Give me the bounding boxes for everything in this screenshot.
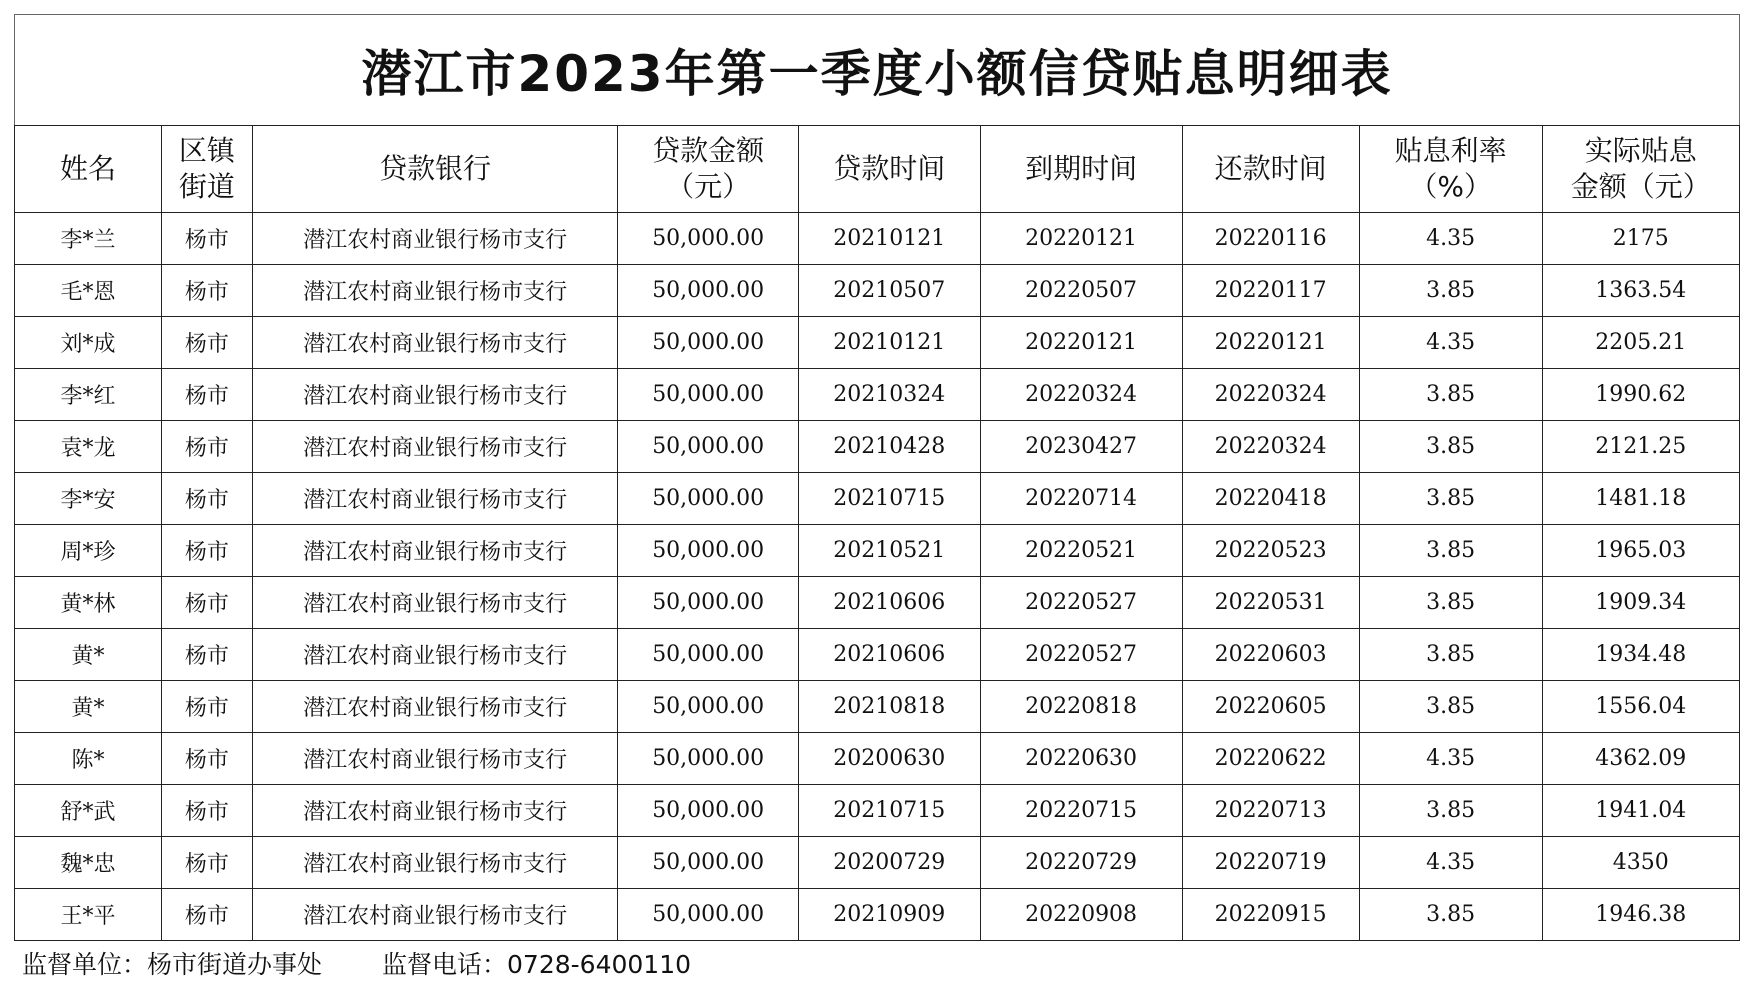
table-cell: 潜江农村商业银行杨市支行	[252, 213, 618, 265]
table-cell: 20220121	[1182, 317, 1359, 369]
table-cell: 20210606	[798, 629, 980, 681]
table-cell: 1946.38	[1542, 889, 1739, 941]
table-cell: 50,000.00	[618, 265, 799, 317]
table-cell: 20220915	[1182, 889, 1359, 941]
table-cell: 20220507	[980, 265, 1182, 317]
column-header	[15, 126, 162, 213]
column-header	[980, 126, 1182, 213]
table-row	[15, 525, 1740, 577]
table-cell: 1934.48	[1542, 629, 1739, 681]
table-cell: 3.85	[1359, 369, 1542, 421]
table-cell: 50,000.00	[618, 317, 799, 369]
table-cell: 3.85	[1359, 889, 1542, 941]
table-cell: 陈*	[15, 733, 162, 785]
table-cell: 杨市	[161, 577, 252, 629]
table-cell: 李*红	[15, 369, 162, 421]
table-body	[15, 213, 1740, 941]
table-cell: 50,000.00	[618, 577, 799, 629]
column-header	[1182, 126, 1359, 213]
table-cell: 魏*忠	[15, 837, 162, 889]
table-cell: 1363.54	[1542, 265, 1739, 317]
table-cell: 20210909	[798, 889, 980, 941]
table-cell: 李*安	[15, 473, 162, 525]
table-cell: 50,000.00	[618, 733, 799, 785]
table-cell: 袁*龙	[15, 421, 162, 473]
table-cell: 潜江农村商业银行杨市支行	[252, 317, 618, 369]
table-cell: 20220527	[980, 629, 1182, 681]
table-cell: 1965.03	[1542, 525, 1739, 577]
table-cell: 20210818	[798, 681, 980, 733]
column-header-line1: 实际贴息	[1584, 134, 1697, 167]
table-cell: 20220121	[980, 317, 1182, 369]
table-cell: 杨市	[161, 629, 252, 681]
table-cell: 3.85	[1359, 629, 1542, 681]
table-cell: 潜江农村商业银行杨市支行	[252, 525, 618, 577]
table-cell: 3.85	[1359, 421, 1542, 473]
table-cell: 20210715	[798, 785, 980, 837]
table-cell: 1990.62	[1542, 369, 1739, 421]
table-cell: 李*兰	[15, 213, 162, 265]
table-row	[15, 473, 1740, 525]
table-cell: 杨市	[161, 733, 252, 785]
table-cell: 1481.18	[1542, 473, 1739, 525]
column-header	[798, 126, 980, 213]
table-cell: 20220630	[980, 733, 1182, 785]
table-row	[15, 837, 1740, 889]
table-cell: 2205.21	[1542, 317, 1739, 369]
page-title: 潜江市2023年第一季度小额信贷贴息明细表	[361, 45, 1393, 103]
table-cell: 50,000.00	[618, 421, 799, 473]
supervisor-phone: 监督电话：0728-6400110	[382, 950, 692, 979]
table-cell: 3.85	[1359, 577, 1542, 629]
table-cell: 潜江农村商业银行杨市支行	[252, 265, 618, 317]
table-cell: 50,000.00	[618, 369, 799, 421]
table-row	[15, 317, 1740, 369]
table-cell: 1909.34	[1542, 577, 1739, 629]
table-cell: 潜江农村商业银行杨市支行	[252, 629, 618, 681]
table-cell: 20220908	[980, 889, 1182, 941]
table-cell: 杨市	[161, 369, 252, 421]
table-cell: 黄*	[15, 681, 162, 733]
table-cell: 50,000.00	[618, 837, 799, 889]
loan-subsidy-table	[14, 125, 1740, 941]
title-box	[14, 14, 1740, 125]
footer	[14, 941, 1740, 985]
table-cell: 20220713	[1182, 785, 1359, 837]
table-cell: 杨市	[161, 473, 252, 525]
column-header-line2: （%）	[1409, 170, 1492, 203]
table-cell: 1941.04	[1542, 785, 1739, 837]
column-header-line1: 区镇	[178, 134, 235, 167]
table-cell: 杨市	[161, 421, 252, 473]
table-cell: 潜江农村商业银行杨市支行	[252, 577, 618, 629]
table-cell: 3.85	[1359, 785, 1542, 837]
column-header	[618, 126, 799, 213]
table-cell: 潜江农村商业银行杨市支行	[252, 733, 618, 785]
table-cell: 20210606	[798, 577, 980, 629]
table-cell: 20220531	[1182, 577, 1359, 629]
table-cell: 4.35	[1359, 837, 1542, 889]
table-row	[15, 577, 1740, 629]
column-header-line1: 贷款银行	[379, 152, 492, 185]
document-sheet	[14, 14, 1740, 985]
table-cell: 20210324	[798, 369, 980, 421]
table-cell: 50,000.00	[618, 525, 799, 577]
table-cell: 杨市	[161, 681, 252, 733]
table-cell: 杨市	[161, 837, 252, 889]
table-cell: 20200729	[798, 837, 980, 889]
table-row	[15, 785, 1740, 837]
table-cell: 3.85	[1359, 681, 1542, 733]
table-cell: 4.35	[1359, 733, 1542, 785]
table-row	[15, 681, 1740, 733]
table-cell: 2175	[1542, 213, 1739, 265]
column-header-line2: （元）	[666, 170, 751, 203]
table-cell: 杨市	[161, 317, 252, 369]
table-cell: 50,000.00	[618, 889, 799, 941]
table-cell: 20220324	[980, 369, 1182, 421]
table-cell: 杨市	[161, 265, 252, 317]
table-cell: 杨市	[161, 213, 252, 265]
column-header-line1: 到期时间	[1025, 152, 1138, 185]
table-row	[15, 369, 1740, 421]
table-cell: 潜江农村商业银行杨市支行	[252, 785, 618, 837]
table-row	[15, 213, 1740, 265]
column-header	[161, 126, 252, 213]
column-header-line1: 贷款时间	[833, 152, 946, 185]
table-cell: 王*平	[15, 889, 162, 941]
table-cell: 20220605	[1182, 681, 1359, 733]
column-header	[1542, 126, 1739, 213]
table-cell: 50,000.00	[618, 681, 799, 733]
column-header	[252, 126, 618, 213]
table-cell: 20220622	[1182, 733, 1359, 785]
table-cell: 杨市	[161, 889, 252, 941]
table-cell: 杨市	[161, 525, 252, 577]
table-cell: 4350	[1542, 837, 1739, 889]
table-cell: 20200630	[798, 733, 980, 785]
table-cell: 20210121	[798, 317, 980, 369]
table-cell: 20220121	[980, 213, 1182, 265]
column-header-line1: 还款时间	[1214, 152, 1327, 185]
column-header-line1: 贴息利率	[1394, 134, 1507, 167]
supervisor-unit: 监督单位：杨市街道办事处	[22, 950, 323, 979]
table-cell: 20210121	[798, 213, 980, 265]
table-cell: 20210428	[798, 421, 980, 473]
table-cell: 20220715	[980, 785, 1182, 837]
table-cell: 20220523	[1182, 525, 1359, 577]
table-cell: 50,000.00	[618, 473, 799, 525]
column-header-line2: 金额（元）	[1570, 170, 1711, 203]
table-cell: 20230427	[980, 421, 1182, 473]
table-cell: 潜江农村商业银行杨市支行	[252, 473, 618, 525]
table-cell: 周*珍	[15, 525, 162, 577]
table-row	[15, 889, 1740, 941]
table-cell: 舒*武	[15, 785, 162, 837]
table-row	[15, 629, 1740, 681]
table-cell: 刘*成	[15, 317, 162, 369]
table-cell: 20210507	[798, 265, 980, 317]
table-cell: 4.35	[1359, 213, 1542, 265]
table-cell: 20220527	[980, 577, 1182, 629]
table-cell: 20220818	[980, 681, 1182, 733]
column-header-line2: 街道	[178, 170, 235, 203]
table-cell: 潜江农村商业银行杨市支行	[252, 889, 618, 941]
table-cell: 黄*林	[15, 577, 162, 629]
column-header-line1: 贷款金额	[652, 134, 765, 167]
column-header	[1359, 126, 1542, 213]
table-row	[15, 265, 1740, 317]
table-cell: 20220418	[1182, 473, 1359, 525]
table-row	[15, 733, 1740, 785]
table-header-row	[15, 126, 1740, 213]
table-cell: 杨市	[161, 785, 252, 837]
table-cell: 毛*恩	[15, 265, 162, 317]
table-cell: 20220117	[1182, 265, 1359, 317]
table-cell: 3.85	[1359, 265, 1542, 317]
table-cell: 4362.09	[1542, 733, 1739, 785]
table-cell: 3.85	[1359, 473, 1542, 525]
table-cell: 20220729	[980, 837, 1182, 889]
table-cell: 20220521	[980, 525, 1182, 577]
table-cell: 50,000.00	[618, 629, 799, 681]
table-cell: 4.35	[1359, 317, 1542, 369]
table-cell: 50,000.00	[618, 213, 799, 265]
table-cell: 20210521	[798, 525, 980, 577]
table-cell: 1556.04	[1542, 681, 1739, 733]
table-cell: 潜江农村商业银行杨市支行	[252, 421, 618, 473]
table-cell: 潜江农村商业银行杨市支行	[252, 837, 618, 889]
table-cell: 潜江农村商业银行杨市支行	[252, 681, 618, 733]
table-cell: 20220324	[1182, 369, 1359, 421]
table-cell: 20220603	[1182, 629, 1359, 681]
column-header-line1: 姓名	[59, 152, 116, 185]
table-cell: 20220714	[980, 473, 1182, 525]
table-cell: 3.85	[1359, 525, 1542, 577]
table-cell: 50,000.00	[618, 785, 799, 837]
table-cell: 20220719	[1182, 837, 1359, 889]
table-cell: 20220116	[1182, 213, 1359, 265]
table-cell: 20220324	[1182, 421, 1359, 473]
table-cell: 黄*	[15, 629, 162, 681]
table-cell: 潜江农村商业银行杨市支行	[252, 369, 618, 421]
table-cell: 20210715	[798, 473, 980, 525]
table-row	[15, 421, 1740, 473]
table-cell: 2121.25	[1542, 421, 1739, 473]
